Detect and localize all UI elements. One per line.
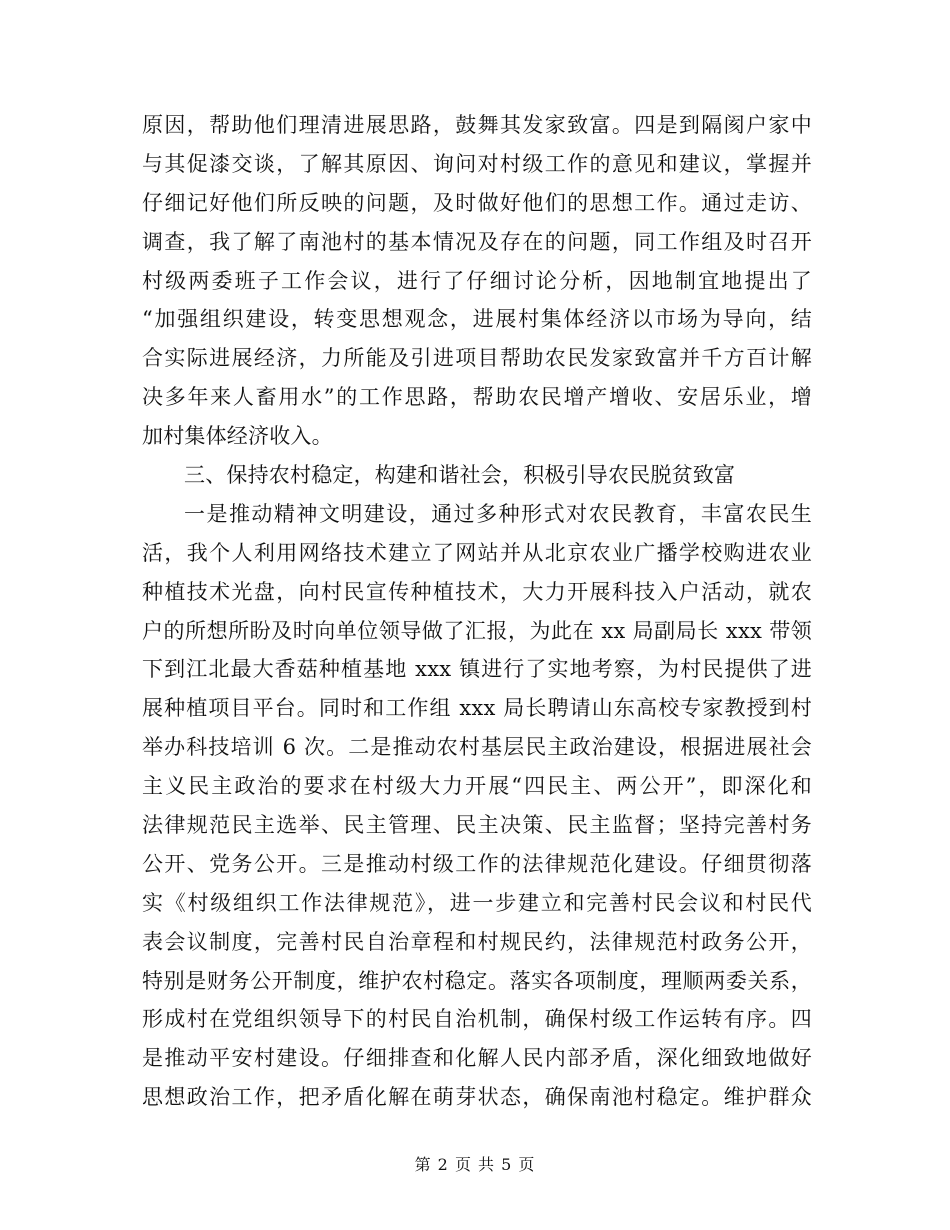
- text-line-1: 原因，帮助他们理清进展思路，鼓舞其发家致富。四是到隔阂户家中: [142, 113, 812, 137]
- section-heading: 三、保持农村稳定，构建和谐社会，积极引导农民脱贫致富: [184, 463, 736, 488]
- text-line-13: 种植技术光盘，向村民宣传种植技术，大力开展科技入户活动，就农: [142, 579, 812, 604]
- text-line-26: 思想政治工作，把矛盾化解在萌芽状态，确保南池村稳定。维护群众: [142, 1085, 812, 1110]
- text-line-2: 与其促漆交谈，了解其原因、询问对村级工作的意见和建议，掌握并: [142, 151, 812, 176]
- text-line-4: 调查，我了解了南池村的基本情况及存在的问题，同工作组及时召开: [142, 229, 812, 254]
- document-body: [142, 106, 812, 1117]
- text-line-9: 加村集体经济收入。: [142, 424, 333, 449]
- text-line-20: 公开、党务公开。三是推动村级工作的法律规范化建设。仔细贯彻落: [142, 851, 812, 876]
- text-line-24: 形成村在党组织领导下的村民自治机制，确保村级工作运转有序。四: [142, 1007, 812, 1032]
- text-line-12: 活，我个人利用网络技术建立了网站并从北京农业广播学校购进农业: [142, 540, 812, 565]
- text-line-19: 法律规范民主选举、民主管理、民主决策、民主监督；坚持完善村务: [142, 813, 812, 838]
- text-line-8: 决多年来人畜用水”的工作思路，帮助农民增产增收、安居乐业，增: [142, 385, 812, 410]
- text-line-21: 实《村级组织工作法律规范》，进一步建立和完善村民会议和村民代: [142, 890, 812, 915]
- text-line-14: 户的所想所盼及时向单位领导做了汇报，为此在 xx 局副局长 xxx 带领: [142, 618, 812, 643]
- text-line-23: 特别是财务公开制度，维护农村稳定。落实各项制度，理顺两委关系，: [142, 968, 812, 993]
- text-line-5: 村级两委班子工作会议，进行了仔细讨论分析，因地制宜地提出了: [142, 268, 812, 293]
- page-footer: 第 2 页 共 5 页: [414, 1155, 536, 1174]
- text-line-7: 合实际进展经济，力所能及引进项目帮助农民发家致富并千方百计解: [142, 346, 812, 371]
- text-line-3: 仔细记好他们所反映的问题，及时做好他们的思想工作。通过走访、: [142, 190, 812, 215]
- text-line-17: 举办科技培训 6 次。二是推动农村基层民主政治建设，根据进展社会: [142, 735, 812, 760]
- text-line-15: 下到江北最大香菇种植基地 xxx 镇进行了实地考察，为村民提供了进: [142, 657, 812, 682]
- text-line-18: 主义民主政治的要求在村级大力开展“四民主、两公开”，即深化和: [142, 774, 812, 799]
- text-line-22: 表会议制度，完善村民自治章程和村规民约，法律规范村政务公开，: [142, 929, 812, 954]
- text-line-25: 是推动平安村建设。仔细排查和化解人民内部矛盾，深化细致地做好: [142, 1046, 812, 1071]
- text-line-16: 展种植项目平台。同时和工作组 xxx 局长聘请山东高校专家教授到村: [142, 696, 812, 721]
- text-line-6: “加强组织建设，转变思想观念，进展村集体经济以市场为导向，结: [142, 307, 812, 332]
- text-line-11: 一是推动精神文明建设，通过多种形式对农民教育，丰富农民生: [184, 501, 812, 526]
